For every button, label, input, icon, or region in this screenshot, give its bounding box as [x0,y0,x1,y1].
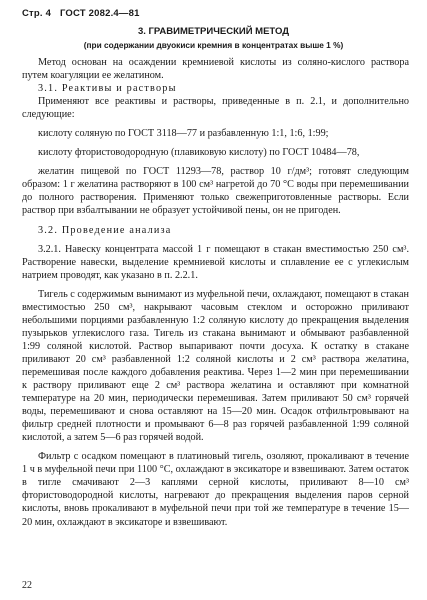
paragraph-hydrochloric-acid: кислоту соляную по ГОСТ 3118—77 и разбавленную 1:1, 1:6, 1:99; [38,128,329,140]
page-number: 22 [22,580,32,591]
paragraph-reagents-intro: Применяют все реактивы и растворы, приведенные в п. 2.1, и дополнительно следующие: [22,96,409,121]
paragraph-gelatin: желатин пищевой по ГОСТ 11293—78, раствор 10 г/дм³; готовят следующим образом: 1 г желатина растворяют в 100 см³ нагретой до 70 °С воды при перемешивании до полного растворения. Применяют только свежеприготовленные растворы. Если раствор при взбалтывании не образует устойчивой пены, он не пригоден. [22,166,409,217]
page-label: Стр. 4 [22,8,52,19]
paragraph-filter: Фильтр с осадком помещают в платиновый тигель, озоляют, прокаливают в течение 1 ч в муфельной печи при 1100 °С, охлаждают в эксикаторе и взвешивают. Затем остаток в тигле смачивают 2—3 каплями серной кислоты, приливают 8—10 см³ фтористоводородной кислоты, нагревают до прекращения выделения паров серной кислоты, вновь прокаливают в муфельной печи при той же температуре в течение 15—20 мин, охлаждают в эксикаторе и взвешивают. [22,451,409,528]
body-text [22,56,409,529]
paragraph-crucible: Тигель с содержимым вынимают из муфельной печи, охлаждают, помещают в стакан вместимостью 250 см³, накрывают часовым стеклом и осторожно приливают небольшими порциями разбавленную 1:2 соляную кислоту до прекращения выделения пузырьков углекислого газа. Тигель из стакана вынимают и обмывают разбавленной 1:99 соляной кислотой. Раствор выпаривают почти досуха. К остатку в стакане приливают 20 см³ разбавленной 1:2 соляной кислоты и 2 см³ раствора желатина, перемешивая после каждого добавления реактива. Через 1—2 мин при перемешивании к раствору приливают еще 2 см³ раствора желатина и оставляют при комнатной температуре на 20 мин, периодически перемешивая. Затем приливают 50 см³ горячей воды, перемешивают и снова оставляют на 15—20 мин. Осадок отфильтровывают на фильтр средней плотности и промывают 6—8 раз горячей разбавленной 1:99 соляной кислотой, а затем 5—6 раз горячей водой. [22,288,409,444]
paragraph-method: Метод основан на осаждении кремниевой кислоты из соляно-кислого раствора путем коагуляции ее желатином. [22,57,409,82]
subsection-heading-analysis: 3.2. Проведение анализа [38,224,172,236]
section-subtitle: (при содержании двуокиси кремния в концентратах выше 1 %) [83,40,344,50]
running-header [22,8,146,19]
subsection-heading-reagents: 3.1. Реактивы и растворы [38,83,177,95]
section-title: 3. ГРАВИМЕТРИЧЕСКИЙ МЕТОД [137,26,290,37]
paragraph-sample: 3.2.1. Навеску концентрата массой 1 г помещают в стакан вместимостью 250 см³. Растворение навески, выделение кремниевой кислоты и сплавление ее с углекислым натрием проводят, как указано в п. 2.2.1. [22,243,409,281]
standard-number: ГОСТ 2082.4—81 [59,8,140,19]
paragraph-hydrofluoric-acid: кислоту фтористоводородную (плавиковую кислоту) по ГОСТ 10484—78, [38,147,360,159]
